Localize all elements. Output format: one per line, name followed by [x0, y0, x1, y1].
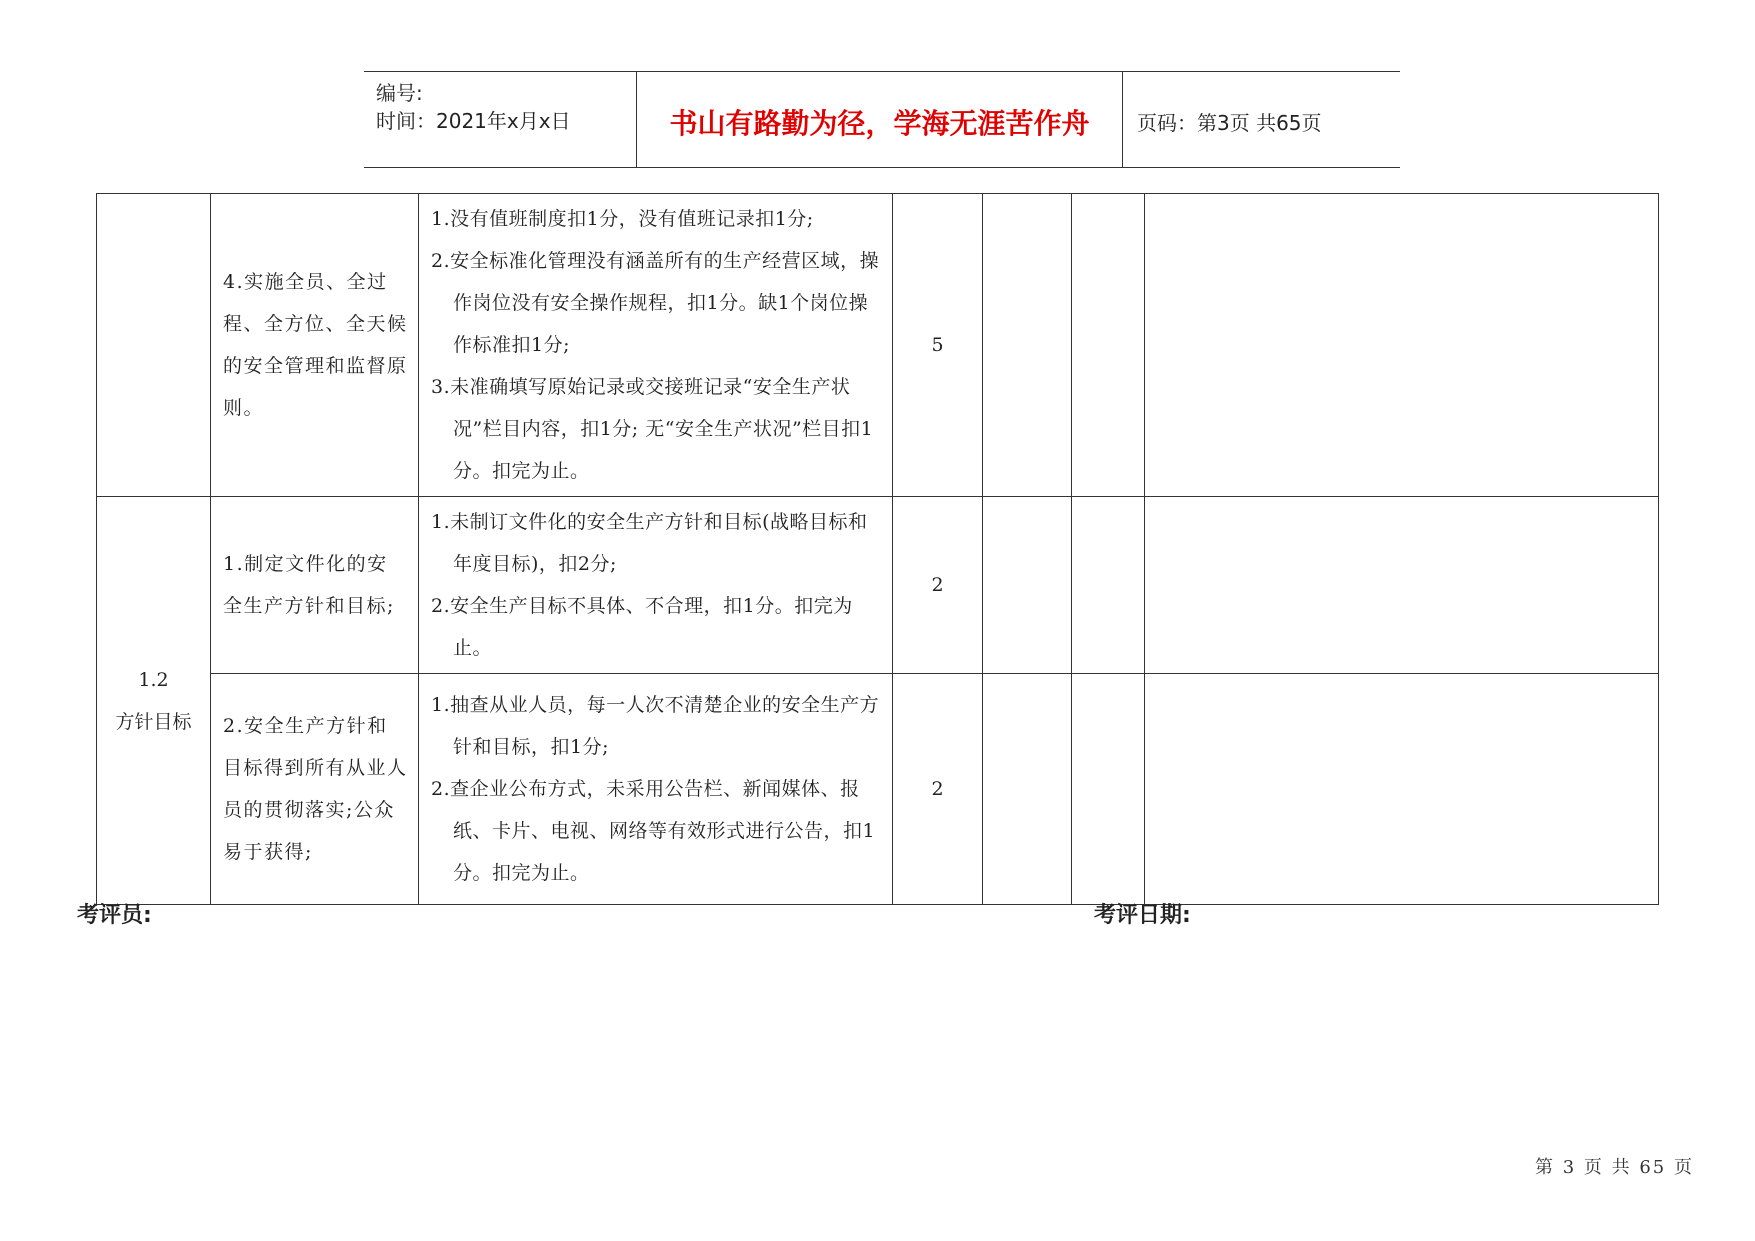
empty-cell	[1072, 497, 1145, 674]
score-cell: 5	[893, 194, 983, 497]
category-number: 1.2	[138, 668, 169, 691]
item-cell: 2.安全生产方针和目标得到所有从业人员的贯彻落实;公众易于获得;	[211, 674, 419, 905]
item-cell: 4.实施全员、全过程、全方位、全天候的安全管理和监督原则。	[211, 194, 419, 497]
score-cell: 2	[893, 497, 983, 674]
table-row	[97, 674, 1659, 905]
rule-line: 3.未准确填写原始记录或交接班记录“安全生产状况”栏目内容，扣1分; 无“安全生产状况”栏目扣1分。扣完为止。	[431, 376, 874, 482]
empty-cell	[1145, 674, 1659, 905]
score-cell: 2	[893, 674, 983, 905]
header-page-label: 页码：第3页 共65页	[1137, 111, 1322, 135]
evaluation-table	[96, 193, 1659, 905]
empty-cell	[983, 194, 1072, 497]
rule-line: 1.没有值班制度扣1分，没有值班记录扣1分;	[431, 208, 814, 230]
empty-cell	[983, 674, 1072, 905]
rules-cell	[419, 194, 893, 497]
header-info-cell	[364, 72, 637, 167]
category-cell	[97, 194, 211, 497]
evaluator-label: 考评员:	[77, 903, 152, 928]
evaluation-date-label: 考评日期:	[1094, 903, 1191, 928]
page-footer: 第 3 页 共 65 页	[1535, 1157, 1694, 1178]
rule-line: 1.未制订文件化的安全生产方针和目标(战略目标和年度目标)，扣2分;	[431, 511, 868, 575]
rule-line: 2.查企业公布方式，未采用公告栏、新闻媒体、报纸、卡片、电视、网络等有效形式进行公告，扣1分。扣完为止。	[431, 778, 876, 884]
category-cell	[97, 497, 211, 905]
document-number-label: 编号:	[376, 81, 423, 105]
rules-cell	[419, 497, 893, 674]
empty-cell	[983, 497, 1072, 674]
empty-cell	[1072, 194, 1145, 497]
table-row	[97, 497, 1659, 674]
empty-cell	[1145, 194, 1659, 497]
page-header	[364, 71, 1400, 168]
rule-line: 2.安全标准化管理没有涵盖所有的生产经营区域，操作岗位没有安全操作规程，扣1分。缺1个岗位操作标准扣1分;	[431, 250, 880, 356]
category-name: 方针目标	[115, 710, 192, 733]
rules-cell	[419, 674, 893, 905]
empty-cell	[1072, 674, 1145, 905]
header-motto: 书山有路勤为径，学海无涯苦作舟	[669, 107, 1090, 140]
header-page-cell	[1123, 72, 1400, 167]
document-time-label: 时间：2021年x月x日	[376, 109, 571, 133]
empty-cell	[1145, 497, 1659, 674]
header-motto-cell	[637, 72, 1123, 167]
table-row	[97, 194, 1659, 497]
rule-line: 1.抽查从业人员，每一人次不清楚企业的安全生产方针和目标，扣1分;	[431, 694, 880, 758]
item-cell: 1.制定文件化的安全生产方针和目标;	[211, 497, 419, 674]
rule-line: 2.安全生产目标不具体、不合理，扣1分。扣完为止。	[431, 595, 853, 659]
